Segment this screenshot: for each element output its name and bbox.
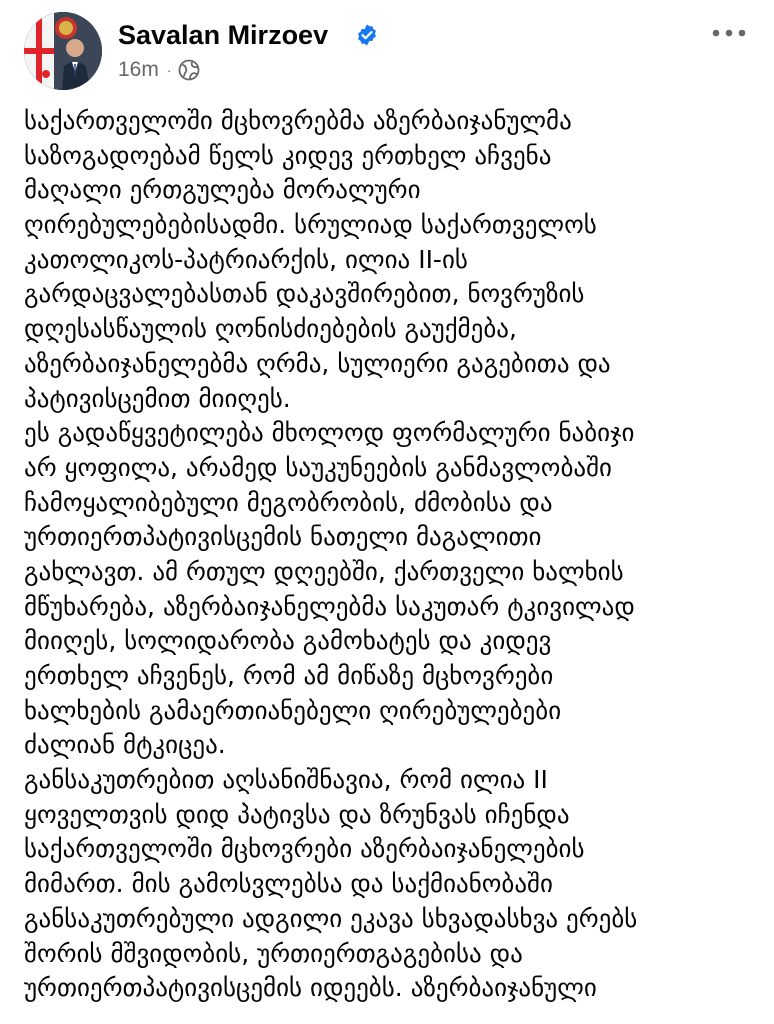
post-text-line: კათოლიკოს-პატრიარქის, ილია II-ის xyxy=(24,244,468,274)
post-text-line: ურთიერთპატივისცემის იდეებს. აზერბაიჯანული xyxy=(24,973,597,1003)
post-text-line: მაღალი ერთგულება მორალური xyxy=(24,175,421,205)
post-header xyxy=(0,0,774,100)
verified-badge-icon xyxy=(355,23,379,47)
post-text-line: ჩამოყალიბებული მეგობრობის, ძმობისა და xyxy=(24,487,553,517)
post-text-line: ეს გადაწყვეტილება მხოლოდ ფორმალური ნაბიჯი xyxy=(24,418,635,448)
meta-separator: · xyxy=(166,62,172,78)
post-text-line: პატივისცემით მიიღეს. xyxy=(24,383,291,413)
post-text-line: ყოველთვის დიდ პატივსა და ზრუნვას იჩენდა xyxy=(24,799,570,829)
post-text-line: მიიღეს, სოლიდარობა გამოხატეს და კიდევ xyxy=(24,626,552,656)
post-text-line: საქართველოში მცხოვრები აზერბაიჯანელების xyxy=(24,834,585,864)
avatar-image xyxy=(24,12,102,90)
post-text-line: საქართველოში მცხოვრებმა აზერბაიჯანულმა xyxy=(24,106,572,135)
post-timestamp[interactable]: 16m xyxy=(118,58,159,81)
author-avatar[interactable] xyxy=(24,12,102,90)
post-text-line: ურთიერთპატივისცემის ნათელი მაგალითი xyxy=(24,522,542,552)
post-meta xyxy=(118,56,200,84)
post-text-line: ხალხების გამაერთიანებელი ღირებულებები xyxy=(24,695,562,725)
post-text-line: განსაკუთრებული ადგილი ეკავა სხვადასხვა ერებს xyxy=(24,903,638,933)
globe-icon[interactable] xyxy=(178,59,200,81)
author-name[interactable]: Savalan Mirzoev xyxy=(118,20,329,50)
post-text-line: არ ყოფილა, არამედ საუკუნეების განმავლობაში xyxy=(24,452,612,482)
post-text-line: დღესასწაულის ღონისძიებების გაუქმება, xyxy=(24,314,517,344)
post-text-line: საზოგადოებამ წელს კიდევ ერთხელ აჩვენა xyxy=(24,140,552,170)
post-text-line: მწუხარება, აზერბაიჯანელებმა საკუთარ ტკივილად xyxy=(24,591,635,621)
post-text-line: აზერბაიჯანელებმა ღრმა, სულიერი გაგებითა და xyxy=(24,348,611,378)
more-horizontal-icon xyxy=(711,28,747,38)
post-text-line: გახლავთ. ამ რთულ დღეებში, ქართველი ხალხის xyxy=(24,556,624,586)
post-text-line: მიმართ. მის გამოსვლებსა და საქმიანობაში xyxy=(24,869,553,899)
more-options-button[interactable] xyxy=(704,18,754,48)
post-text-line: ძალიან მტკიცეა. xyxy=(24,730,226,760)
post-text-line: ღირებულებებისადმი. სრულიად საქართველოს xyxy=(24,210,597,240)
post-text-line: შორის მშვიდობის, ურთიერთგაგებისა და xyxy=(24,938,523,968)
post-text-line: განსაკუთრებით აღსანიშნავია, რომ ილია II xyxy=(24,765,548,795)
post-text-line: გარდაცვალებასთან დაკავშირებით, ნოვრუზის xyxy=(24,279,585,309)
post-text xyxy=(24,104,764,1024)
post-text-line: ერთხელ აჩვენეს, რომ ამ მიწაზე მცხოვრები xyxy=(24,661,554,690)
